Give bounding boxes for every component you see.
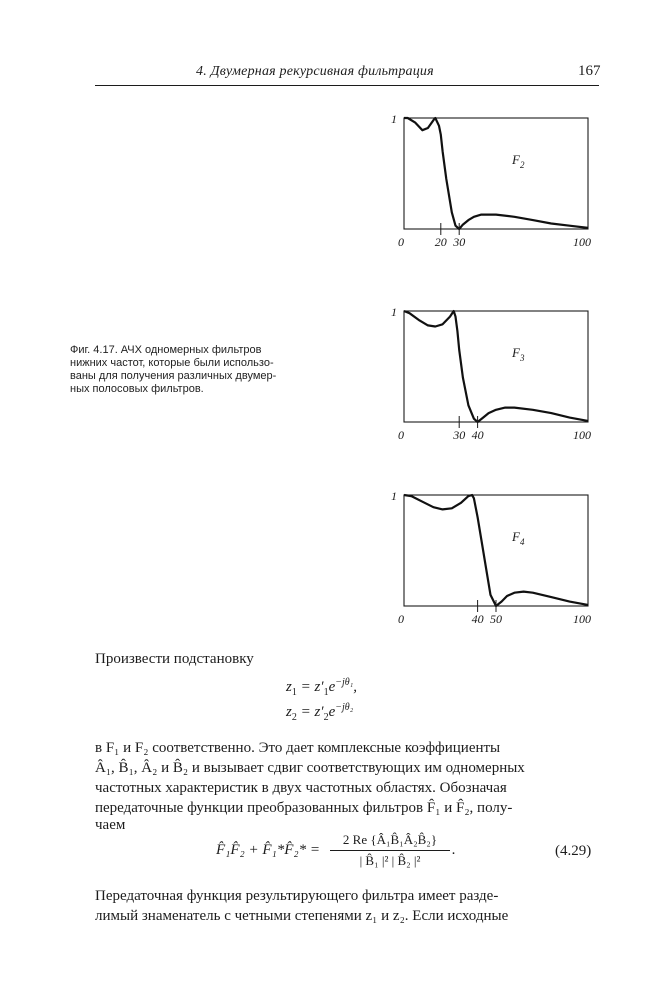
paragraph-line: в F₁ и F₂ соответственно. Это дает комплексные коэффициенты: [95, 740, 501, 756]
y-tick-label: 1: [391, 489, 397, 503]
eq-exponent: −jθ₂: [335, 702, 354, 713]
x-tick-label: 50: [490, 612, 502, 626]
figure-caption: [70, 344, 362, 396]
eq-symbol: z: [286, 704, 292, 720]
eq-symbol: e: [328, 679, 336, 695]
x-tick-label: 0: [398, 235, 404, 249]
equation-main-left: F̂₁F̂₂ + F̂₁*F̂₂* =: [216, 842, 321, 858]
caption-line: Фиг. 4.17. АЧХ одномерных фильтров: [70, 344, 262, 356]
caption-line: ных полосовых фильтров.: [70, 383, 204, 395]
chart-f2: [385, 103, 605, 253]
chart-title: $F_2$: [512, 152, 525, 170]
paragraph-line: чаем: [95, 817, 126, 833]
x-tick-label: 100: [573, 612, 591, 626]
fraction-denominator: | B̂₁ |² | B̂₂ |²: [359, 853, 421, 868]
eq-exponent: −jθ₁: [335, 677, 354, 688]
header-rule: [95, 85, 599, 86]
equation-fraction: [330, 832, 450, 869]
chart-frame: [404, 495, 588, 606]
y-tick-label: 1: [391, 112, 397, 126]
fraction-numerator: 2 Re {Â₁B̂₁Â₂B̂₂}: [342, 832, 438, 847]
paragraph-line: частотных характеристик в двух частотных областях. Обозначая: [95, 780, 507, 796]
x-tick-label: 100: [573, 428, 591, 442]
chart-f3: [385, 296, 605, 446]
eq-symbol: = z′: [296, 704, 324, 720]
eq-sub: 1: [323, 687, 329, 698]
chart-title: $F_4$: [512, 529, 525, 547]
running-header-title: 4. Двумерная рекурсивная фильтрация: [196, 64, 434, 79]
equation-number: (4.29): [555, 843, 592, 859]
page-number: 167: [578, 63, 601, 79]
chart-title: $F_3$: [512, 345, 525, 363]
x-tick-label: 20: [434, 235, 447, 249]
eq-symbol: = z′: [296, 679, 324, 695]
x-tick-label: 100: [573, 235, 591, 249]
eq-sub: 2: [323, 712, 329, 723]
eq-sub: 2: [291, 712, 297, 723]
paragraph-line: лимый знаменатель с четными степенями z₁ и z₂. Если исходные: [95, 908, 509, 924]
x-tick-label: 40: [471, 428, 484, 442]
paragraph-line: Передаточная функция результирующего фильтра имеет разде-: [95, 888, 499, 904]
series-line: [404, 118, 588, 229]
paragraph-line: Â₁, B̂₁, Â₂ и B̂₂ и вызывает сдвиг соответствующих им одномерных: [95, 760, 525, 776]
eq-symbol: e: [328, 704, 336, 720]
eq-symbol: z: [286, 679, 292, 695]
x-tick-label: 30: [453, 235, 466, 249]
series-line: [404, 495, 588, 606]
caption-line: ваны для получения различных двумер-: [70, 370, 277, 382]
chart-frame: [404, 118, 588, 229]
eq-punct: ,: [353, 679, 357, 695]
x-tick-label: 0: [398, 428, 404, 442]
intro-line: Произвести подстановку: [95, 651, 254, 667]
x-tick-label: 0: [398, 612, 404, 626]
x-tick-label: 30: [453, 428, 466, 442]
paragraph-line: передаточные функции преобразованных фильтров F̂₁ и F̂₂, полу-: [95, 800, 513, 816]
equation-z2: [286, 702, 353, 723]
x-tick-label: 40: [471, 612, 484, 626]
equation-period: .: [452, 842, 456, 858]
chart-frame: [404, 311, 588, 422]
caption-line: нижних частот, которые были использо-: [70, 357, 274, 369]
y-tick-label: 1: [391, 305, 397, 319]
chart-f4: [385, 480, 605, 630]
series-line: [404, 311, 588, 422]
equation-z1: [286, 677, 357, 698]
eq-sub: 1: [291, 687, 297, 698]
